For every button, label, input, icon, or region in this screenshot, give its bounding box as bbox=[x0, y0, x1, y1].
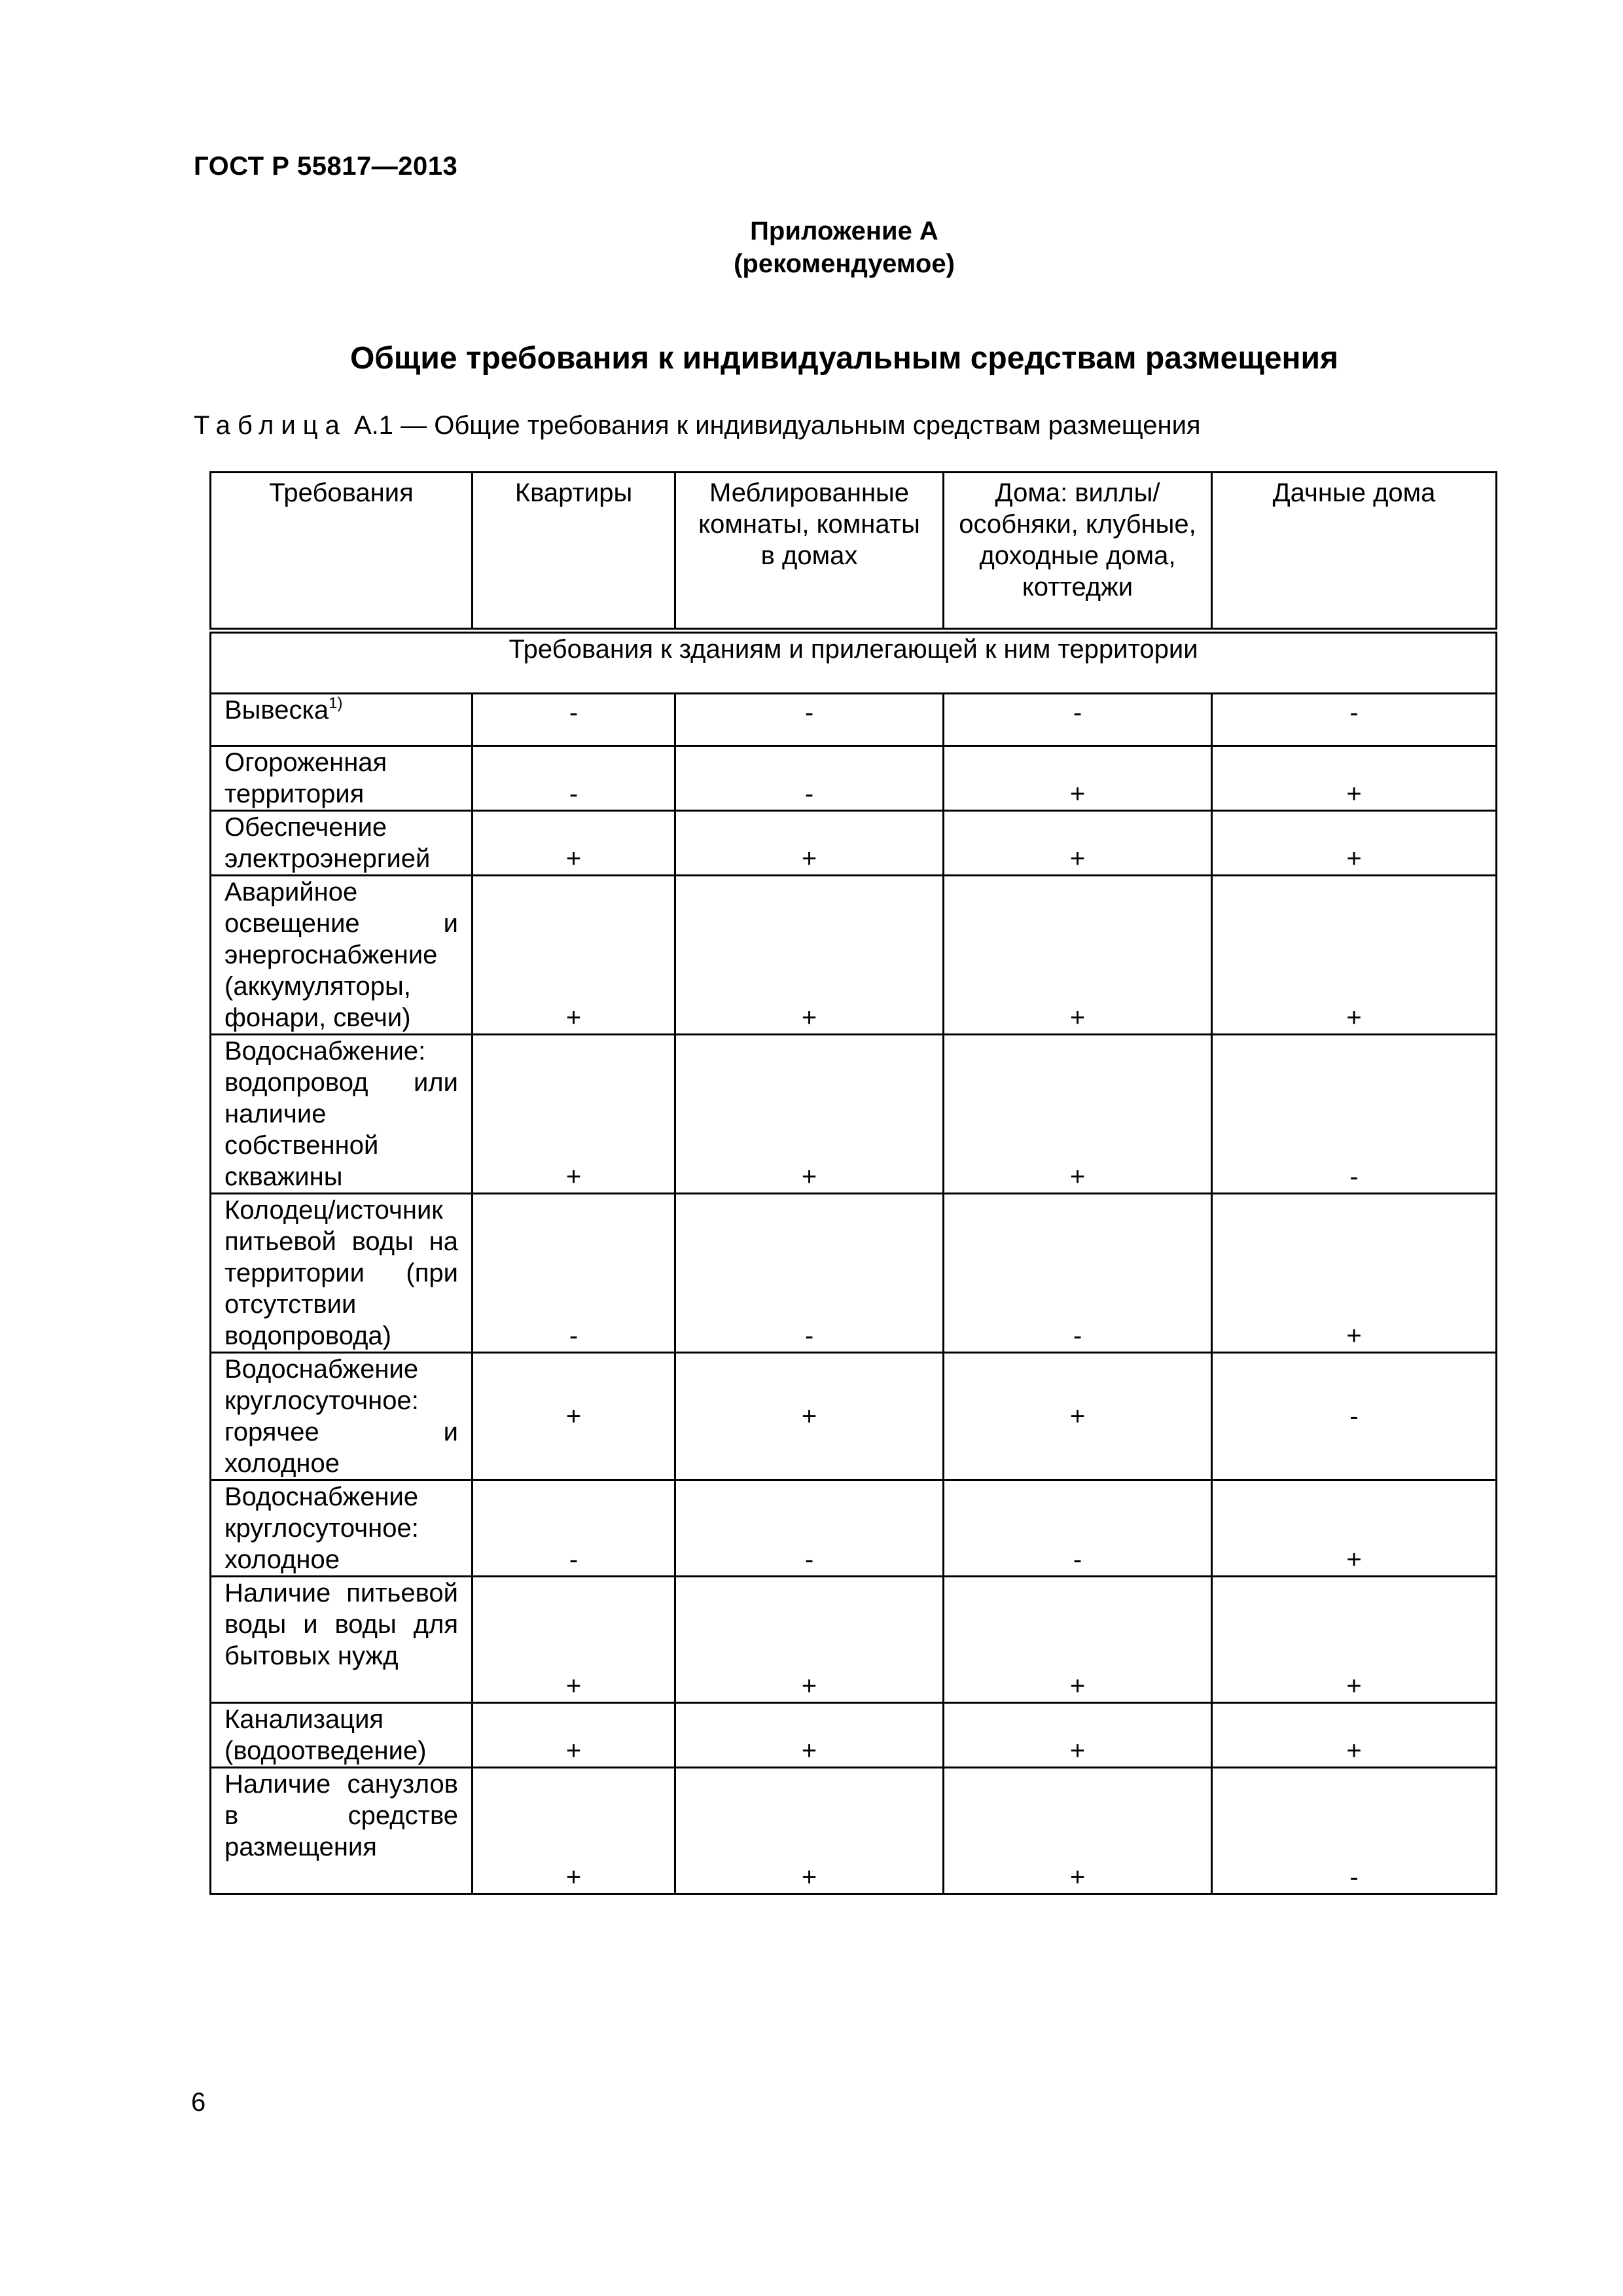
table-row bbox=[211, 811, 1497, 876]
table-section-row bbox=[211, 631, 1497, 694]
cell-value: + bbox=[473, 1353, 675, 1480]
cell-value: + bbox=[1212, 1194, 1497, 1353]
cell-value: + bbox=[944, 1035, 1212, 1194]
cell-value: - bbox=[1212, 1768, 1497, 1894]
appendix-status: (рекомендуемое) bbox=[734, 249, 955, 278]
cell-value: + bbox=[944, 1703, 1212, 1768]
cell-value: + bbox=[675, 811, 944, 876]
page-heading: Общие требования к индивидуальным средствам размещения bbox=[349, 341, 1339, 376]
cell-value: + bbox=[675, 1035, 944, 1194]
cell-value: + bbox=[675, 1703, 944, 1768]
requirements-table bbox=[209, 471, 1497, 1895]
cell-value: + bbox=[944, 1577, 1212, 1703]
row-label: Водоснабжение: водопровод или наличие собственной скважины bbox=[211, 1035, 473, 1194]
cell-value: + bbox=[1212, 1480, 1497, 1577]
column-header-apartments: Квартиры bbox=[473, 473, 675, 631]
page-number: 6 bbox=[191, 2088, 206, 2117]
cell-value: - bbox=[675, 1480, 944, 1577]
table-row bbox=[211, 746, 1497, 811]
cell-value: - bbox=[944, 1480, 1212, 1577]
cell-value: + bbox=[473, 1035, 675, 1194]
cell-value: - bbox=[473, 694, 675, 746]
table-row bbox=[211, 1194, 1497, 1353]
cell-value: - bbox=[473, 746, 675, 811]
cell-value: + bbox=[675, 1768, 944, 1894]
table-caption bbox=[194, 411, 1201, 440]
table-row bbox=[211, 1768, 1497, 1894]
row-label: Огороженная территория bbox=[211, 746, 473, 811]
table-row bbox=[211, 1480, 1497, 1577]
cell-value: + bbox=[1212, 1577, 1497, 1703]
cell-value: + bbox=[944, 746, 1212, 811]
table-row bbox=[211, 1353, 1497, 1480]
cell-value: + bbox=[473, 1768, 675, 1894]
column-header-dachas: Дачные дома bbox=[1212, 473, 1497, 631]
cell-value: - bbox=[675, 746, 944, 811]
cell-value: + bbox=[944, 876, 1212, 1035]
row-label bbox=[211, 694, 473, 746]
row-label: Наличие питьевой воды и воды для бытовых нужд bbox=[211, 1577, 473, 1703]
cell-value: + bbox=[1212, 746, 1497, 811]
cell-value: + bbox=[473, 811, 675, 876]
row-label: Колодец/источник питьевой воды на территории (при отсутствии водопровода) bbox=[211, 1194, 473, 1353]
cell-value: + bbox=[944, 1768, 1212, 1894]
column-header-houses: Дома: виллы/особняки, клубные, доходные дома, коттеджи bbox=[944, 473, 1212, 631]
row-label: Канализация (водоотведение) bbox=[211, 1703, 473, 1768]
cell-value: - bbox=[944, 1194, 1212, 1353]
row-label: Аварийное освещение и энергоснабжение (аккумуляторы, фонари, свечи) bbox=[211, 876, 473, 1035]
appendix-title: Приложение А bbox=[750, 217, 938, 245]
table-caption-label: Таблица bbox=[194, 411, 347, 440]
row-label-text: Вывеска bbox=[224, 696, 329, 725]
footnote-mark: 1) bbox=[329, 694, 343, 712]
cell-value: - bbox=[1212, 694, 1497, 746]
cell-value: - bbox=[473, 1480, 675, 1577]
table-row bbox=[211, 876, 1497, 1035]
cell-value: + bbox=[675, 876, 944, 1035]
cell-value: + bbox=[473, 1577, 675, 1703]
table-row bbox=[211, 1577, 1497, 1703]
cell-value: - bbox=[675, 1194, 944, 1353]
cell-value: - bbox=[944, 694, 1212, 746]
cell-value: + bbox=[1212, 876, 1497, 1035]
row-label: Наличие санузлов в средстве размещения bbox=[211, 1768, 473, 1894]
cell-value: + bbox=[944, 811, 1212, 876]
cell-value: + bbox=[473, 876, 675, 1035]
table-caption-text: А.1 — Общие требования к индивидуальным средствам размещения bbox=[346, 411, 1201, 440]
cell-value: + bbox=[675, 1353, 944, 1480]
section-title: Требования к зданиям и прилегающей к ним территории bbox=[211, 631, 1497, 694]
table-row bbox=[211, 1703, 1497, 1768]
row-label: Водоснабжение круглосуточное: горячее и холодное bbox=[211, 1353, 473, 1480]
table-header-row bbox=[211, 473, 1497, 631]
cell-value: + bbox=[944, 1353, 1212, 1480]
row-label: Водоснабжение круглосуточное: холодное bbox=[211, 1480, 473, 1577]
cell-value: - bbox=[1212, 1035, 1497, 1194]
column-header-furnished-rooms: Меблированные комнаты, комнаты в домах bbox=[675, 473, 944, 631]
document-code: ГОСТ Р 55817—2013 bbox=[194, 152, 458, 181]
cell-value: + bbox=[675, 1577, 944, 1703]
table-row bbox=[211, 694, 1497, 746]
cell-value: - bbox=[1212, 1353, 1497, 1480]
cell-value: - bbox=[675, 694, 944, 746]
cell-value: + bbox=[1212, 1703, 1497, 1768]
row-label: Обеспечение электроэнергией bbox=[211, 811, 473, 876]
cell-value: + bbox=[473, 1703, 675, 1768]
cell-value: + bbox=[1212, 811, 1497, 876]
cell-value: - bbox=[473, 1194, 675, 1353]
column-header-requirements: Требования bbox=[211, 473, 473, 631]
table-row bbox=[211, 1035, 1497, 1194]
